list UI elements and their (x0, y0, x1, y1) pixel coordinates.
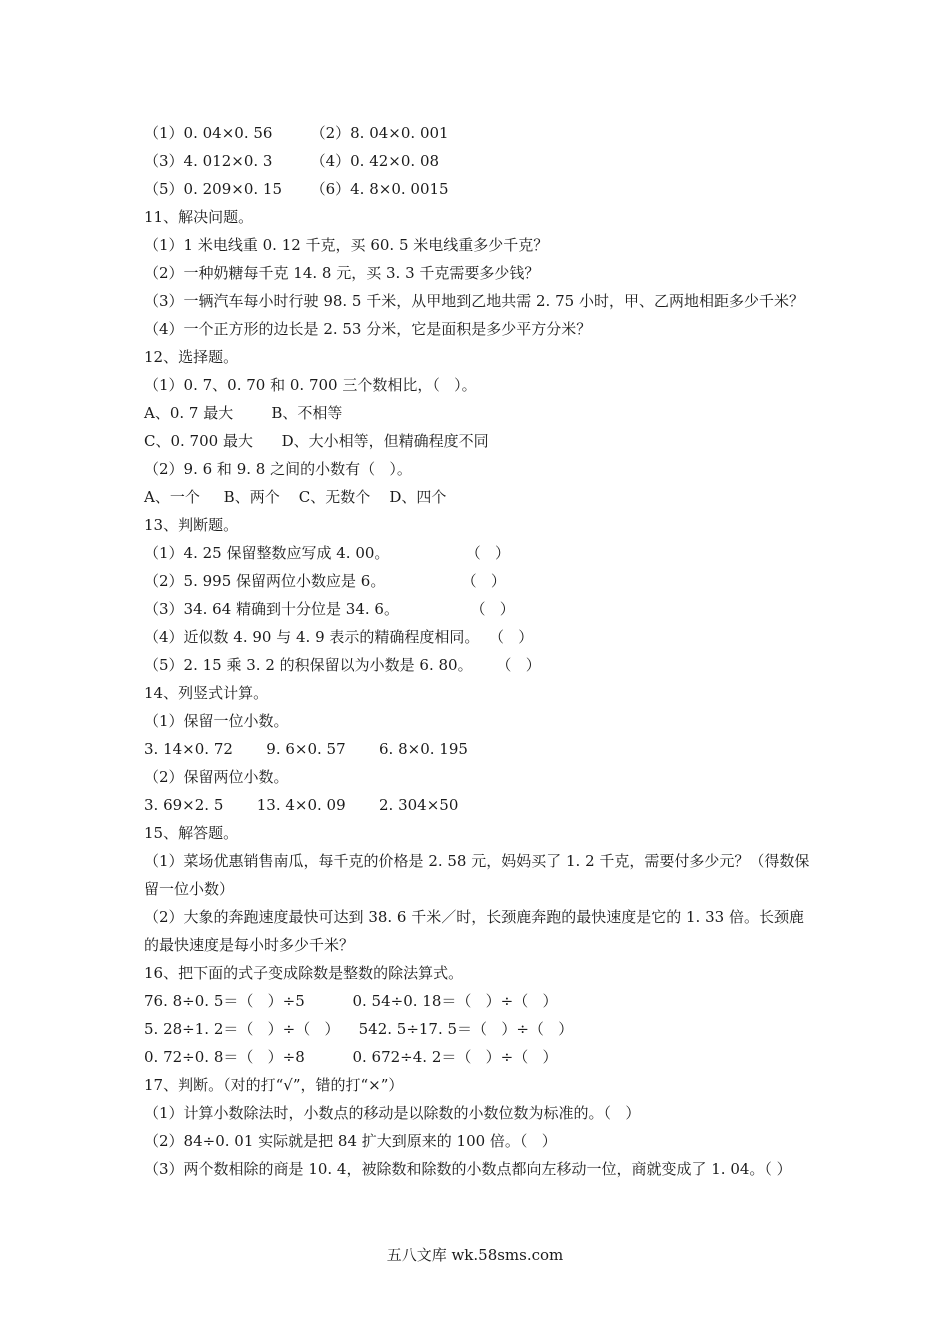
question-line: （4）一个正方形的边长是 2. 53 分米，它是面积是多少平方分米？ (144, 320, 592, 338)
question-line: （2）一种奶糖每千克 14. 8 元，买 3. 3 千克需要多少钱？ (144, 264, 540, 282)
page-footer: 五八文库 wk.58sms.com (386, 1246, 564, 1264)
instruction-line: （2）保留两位小数。 (144, 768, 289, 786)
question-line: （2）9. 6 和 9. 8 之间的小数有（ ）。 (144, 460, 412, 478)
question-line: （1）1 米电线重 0. 12 千克，买 60. 5 米电线重多少千克？ (144, 236, 549, 254)
calculation-line: 3. 14×0. 72 9. 6×0. 57 6. 8×0. 195 (144, 740, 468, 758)
exercise-line: （5）0. 209×0. 15 （6）4. 8×0. 0015 (144, 180, 449, 198)
section-heading: 14、列竖式计算。 (144, 684, 269, 702)
judgement-line: （2）5. 995 保留两位小数应是 6。 （ ） (144, 572, 506, 590)
question-line: （2）大象的奔跑速度最快可达到 38. 6 千米／时，长颈鹿奔跑的最快速度是它的 1. 33 倍。长颈鹿的最快速度是每小时多少千米？ (144, 908, 804, 954)
section-heading: 17、判断。（对的打“√”，错的打“×”） (144, 1076, 404, 1094)
section-heading: 11、解决问题。 (144, 208, 254, 226)
question-line: （1）菜场优惠销售南瓜，每千克的价格是 2. 58 元，妈妈买了 1. 2 千克，需要付多少元？（得数保留一位小数） (144, 852, 810, 898)
judgement-line: （4）近似数 4. 90 与 4. 9 表示的精确程度相同。 （ ） (144, 628, 534, 646)
section-heading: 12、选择题。 (144, 348, 239, 366)
judgement-line: （3）两个数相除的商是 10. 4，被除数和除数的小数点都向左移动一位，商就变成了 1. 04。（ ） (144, 1160, 792, 1178)
exercise-line: （1）0. 04×0. 56 （2）8. 04×0. 001 (144, 124, 449, 142)
division-line: 76. 8÷0. 5＝（ ）÷5 0. 54÷0. 18＝（ ）÷（ ） (144, 992, 558, 1010)
judgement-line: （1）4. 25 保留整数应写成 4. 00。 （ ） (144, 544, 511, 562)
section-heading: 15、解答题。 (144, 824, 239, 842)
exercise-line: （3）4. 012×0. 3 （4）0. 42×0. 08 (144, 152, 440, 170)
section-heading: 13、判断题。 (144, 516, 239, 534)
judgement-line: （1）计算小数除法时，小数点的移动是以除数的小数位数为标准的。（ ） (144, 1104, 641, 1122)
choice-line: C、0. 700 最大 D、大小相等，但精确程度不同 (144, 432, 489, 450)
judgement-line: （3）34. 64 精确到十分位是 34. 6。 （ ） (144, 600, 515, 618)
choice-line: A、一个 B、两个 C、无数个 D、四个 (144, 488, 447, 506)
division-line: 5. 28÷1. 2＝（ ）÷（ ） 542. 5÷17. 5＝（ ）÷（ ） (144, 1020, 574, 1038)
worksheet-body (144, 119, 814, 1183)
calculation-line: 3. 69×2. 5 13. 4×0. 09 2. 304×50 (144, 796, 459, 814)
choice-line: A、0. 7 最大 B、不相等 (144, 404, 343, 422)
division-line: 0. 72÷0. 8＝（ ）÷8 0. 672÷4. 2＝（ ）÷（ ） (144, 1048, 558, 1066)
question-line: （1）0. 7、0. 70 和 0. 700 三个数相比，（ ）。 (144, 376, 477, 394)
judgement-line: （2）84÷0. 01 实际就是把 84 扩大到原来的 100 倍。（ ） (144, 1132, 557, 1150)
judgement-line: （5）2. 15 乘 3. 2 的积保留以为小数是 6. 80。 （ ） (144, 656, 541, 674)
section-heading: 16、把下面的式子变成除数是整数的除法算式。 (144, 964, 464, 982)
instruction-line: （1）保留一位小数。 (144, 712, 289, 730)
question-line: （3）一辆汽车每小时行驶 98. 5 千米，从甲地到乙地共需 2. 75 小时，甲、乙两地相距多少千米？ (144, 292, 804, 310)
